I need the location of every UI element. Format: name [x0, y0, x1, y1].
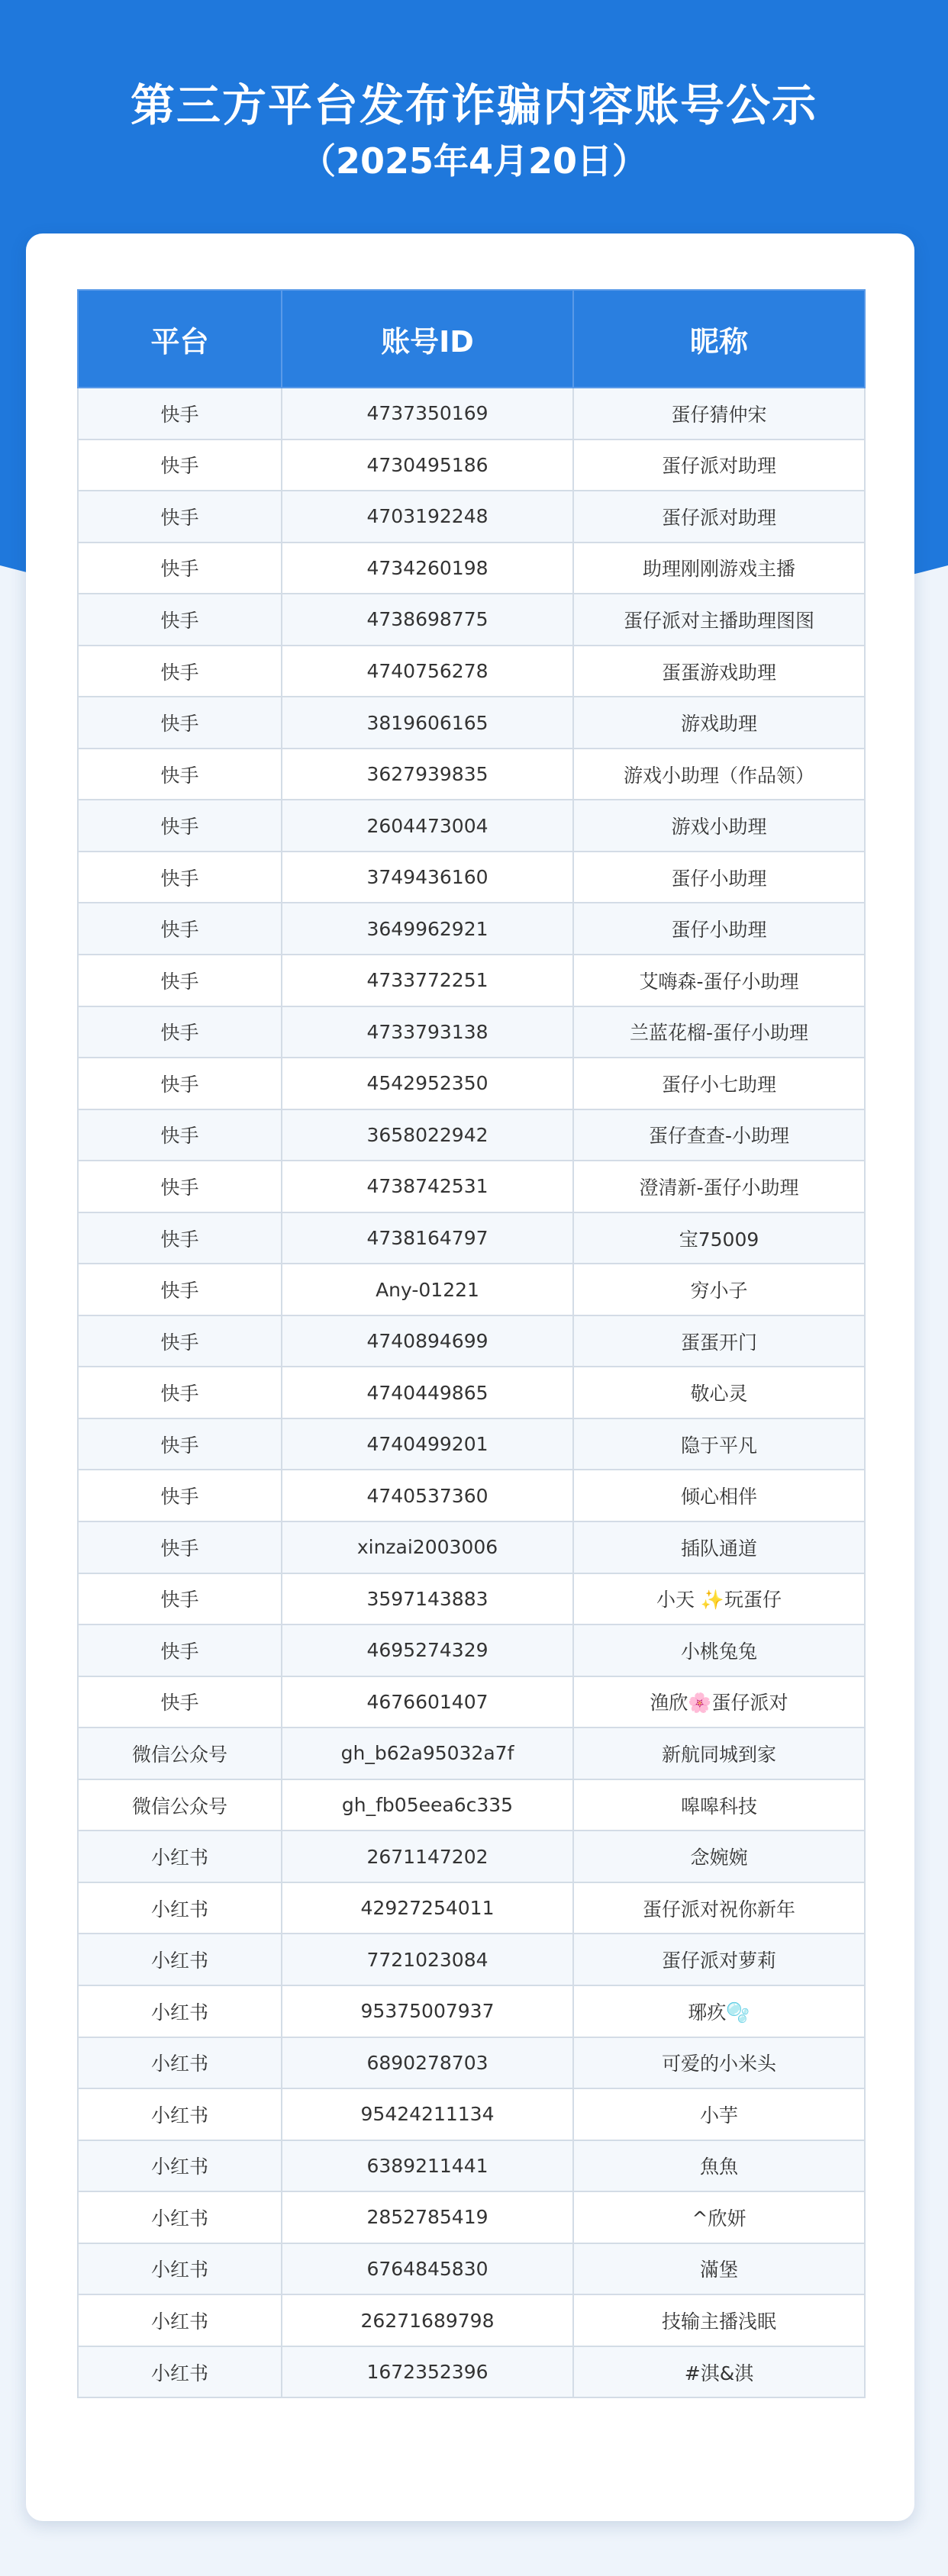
account-id-cell: 4734260198	[282, 543, 573, 594]
platform-cell: 快手	[78, 646, 282, 697]
table-row	[78, 1779, 865, 1831]
table-row	[78, 697, 865, 749]
page-header	[0, 72, 948, 184]
account-id-cell: 3819606165	[282, 697, 573, 749]
account-id-cell: 95424211134	[282, 2088, 573, 2140]
account-id-cell: gh_b62a95032a7f	[282, 1728, 573, 1779]
nickname-cell: 隐于平凡	[573, 1418, 865, 1470]
account-id-cell: 4740537360	[282, 1470, 573, 1521]
table-row	[78, 1264, 865, 1315]
table-row	[78, 1882, 865, 1934]
account-id-cell: 2671147202	[282, 1831, 573, 1882]
nickname-cell: 插队通道	[573, 1521, 865, 1573]
platform-cell: 快手	[78, 1315, 282, 1367]
platform-cell: 快手	[78, 1470, 282, 1521]
account-table	[77, 289, 866, 2398]
column-header-account-id: 账号ID	[282, 290, 573, 388]
platform-cell: 快手	[78, 1058, 282, 1109]
account-id-cell: 6764845830	[282, 2243, 573, 2295]
account-id-cell: 4740499201	[282, 1418, 573, 1470]
platform-cell: 小红书	[78, 2037, 282, 2089]
nickname-cell: 蛋仔派对萝莉	[573, 1934, 865, 1985]
account-id-cell: 26271689798	[282, 2294, 573, 2346]
platform-cell: 快手	[78, 800, 282, 852]
table-row	[78, 2140, 865, 2192]
platform-cell: 快手	[78, 1109, 282, 1161]
account-id-cell: 4740449865	[282, 1367, 573, 1418]
account-id-cell: 4676601407	[282, 1676, 573, 1728]
account-id-cell: 3658022942	[282, 1109, 573, 1161]
account-id-cell: 3649962921	[282, 903, 573, 955]
platform-cell: 微信公众号	[78, 1728, 282, 1779]
platform-cell: 快手	[78, 1212, 282, 1264]
account-id-cell: 4738698775	[282, 594, 573, 646]
account-id-cell: xinzai2003006	[282, 1521, 573, 1573]
nickname-cell: 小桃兔兔	[573, 1624, 865, 1676]
platform-cell: 快手	[78, 749, 282, 800]
platform-cell: 小红书	[78, 2088, 282, 2140]
table-row	[78, 1985, 865, 2037]
table-row	[78, 594, 865, 646]
table-row	[78, 646, 865, 697]
platform-cell: 快手	[78, 1624, 282, 1676]
platform-cell: 小红书	[78, 1882, 282, 1934]
nickname-cell: 琊疚🫧	[573, 1985, 865, 2037]
nickname-cell: 宝75009	[573, 1212, 865, 1264]
column-header-platform: 平台	[78, 290, 282, 388]
nickname-cell: 艾嗨森-蛋仔小助理	[573, 955, 865, 1006]
platform-cell: 快手	[78, 852, 282, 903]
table-row	[78, 1521, 865, 1573]
platform-cell: 小红书	[78, 1831, 282, 1882]
nickname-cell: 蛋蛋游戏助理	[573, 646, 865, 697]
nickname-cell: 游戏小助理（作品领）	[573, 749, 865, 800]
table-row	[78, 955, 865, 1006]
account-id-cell: 3627939835	[282, 749, 573, 800]
platform-cell: 快手	[78, 1573, 282, 1625]
nickname-cell: 蛋仔派对主播助理图图	[573, 594, 865, 646]
nickname-cell: 蛋仔小助理	[573, 852, 865, 903]
nickname-cell: 嗥嗥科技	[573, 1779, 865, 1831]
nickname-cell: 小芋	[573, 2088, 865, 2140]
account-id-cell: 4733793138	[282, 1006, 573, 1058]
table-row	[78, 852, 865, 903]
table-row	[78, 903, 865, 955]
table-row	[78, 1728, 865, 1779]
content-card	[26, 233, 914, 2521]
account-id-cell: 4730495186	[282, 440, 573, 491]
account-id-cell: Any-01221	[282, 1264, 573, 1315]
table-header-row	[78, 290, 865, 388]
account-id-cell: 2852785419	[282, 2191, 573, 2243]
platform-cell: 快手	[78, 1264, 282, 1315]
platform-cell: 微信公众号	[78, 1779, 282, 1831]
table-row	[78, 2294, 865, 2346]
platform-cell: 小红书	[78, 2346, 282, 2398]
account-id-cell: 4737350169	[282, 388, 573, 440]
table-row	[78, 1315, 865, 1367]
page-title: 第三方平台发布诈骗内容账号公示	[130, 79, 817, 131]
table-row	[78, 2088, 865, 2140]
nickname-cell: ^欣妍	[573, 2191, 865, 2243]
nickname-cell: 蛋蛋开门	[573, 1315, 865, 1367]
account-id-cell: 42927254011	[282, 1882, 573, 1934]
table-row	[78, 1367, 865, 1418]
platform-cell: 快手	[78, 1367, 282, 1418]
table-row	[78, 1624, 865, 1676]
account-id-cell: 6890278703	[282, 2037, 573, 2089]
platform-cell: 小红书	[78, 2294, 282, 2346]
table-row	[78, 1676, 865, 1728]
table-row	[78, 2191, 865, 2243]
account-id-cell: 3597143883	[282, 1573, 573, 1625]
table-row	[78, 1418, 865, 1470]
nickname-cell: 穷小子	[573, 1264, 865, 1315]
table-row	[78, 1058, 865, 1109]
nickname-cell: 蛋仔派对助理	[573, 440, 865, 491]
account-id-cell: 4738742531	[282, 1161, 573, 1212]
account-id-cell: 4740894699	[282, 1315, 573, 1367]
table-row	[78, 2346, 865, 2398]
nickname-cell: 倾心相伴	[573, 1470, 865, 1521]
table-row	[78, 1573, 865, 1625]
nickname-cell: 助理刚刚游戏主播	[573, 543, 865, 594]
table-row	[78, 1934, 865, 1985]
table-row	[78, 543, 865, 594]
platform-cell: 快手	[78, 594, 282, 646]
table-row	[78, 491, 865, 543]
platform-cell: 快手	[78, 697, 282, 749]
table-body	[78, 388, 865, 2397]
account-id-cell: 2604473004	[282, 800, 573, 852]
platform-cell: 小红书	[78, 2243, 282, 2295]
nickname-cell: #淇&淇	[573, 2346, 865, 2398]
nickname-cell: 魚魚	[573, 2140, 865, 2192]
nickname-cell: 可爱的小米头	[573, 2037, 865, 2089]
account-id-cell: 4738164797	[282, 1212, 573, 1264]
table-row	[78, 1212, 865, 1264]
account-id-cell: 4695274329	[282, 1624, 573, 1676]
account-id-cell: 3749436160	[282, 852, 573, 903]
account-id-cell: 1672352396	[282, 2346, 573, 2398]
nickname-cell: 技输主播浅眠	[573, 2294, 865, 2346]
account-id-cell: 4542952350	[282, 1058, 573, 1109]
table-row	[78, 1470, 865, 1521]
nickname-cell: 游戏小助理	[573, 800, 865, 852]
table-row	[78, 749, 865, 800]
platform-cell: 小红书	[78, 2140, 282, 2192]
platform-cell: 小红书	[78, 1934, 282, 1985]
nickname-cell: 游戏助理	[573, 697, 865, 749]
account-id-cell: 4733772251	[282, 955, 573, 1006]
table-row	[78, 2243, 865, 2295]
platform-cell: 快手	[78, 388, 282, 440]
table-row	[78, 1831, 865, 1882]
table-row	[78, 440, 865, 491]
nickname-cell: 小天 ✨玩蛋仔	[573, 1573, 865, 1625]
nickname-cell: 兰蓝花榴-蛋仔小助理	[573, 1006, 865, 1058]
account-id-cell: 4703192248	[282, 491, 573, 543]
nickname-cell: 蛋仔小助理	[573, 903, 865, 955]
platform-cell: 快手	[78, 1521, 282, 1573]
table-row	[78, 800, 865, 852]
table-row	[78, 388, 865, 440]
table-row	[78, 1006, 865, 1058]
platform-cell: 快手	[78, 440, 282, 491]
table-row	[78, 2037, 865, 2089]
nickname-cell: 渔欣🌸蛋仔派对	[573, 1676, 865, 1728]
account-id-cell: 6389211441	[282, 2140, 573, 2192]
nickname-cell: 滿堡	[573, 2243, 865, 2295]
platform-cell: 快手	[78, 1676, 282, 1728]
account-id-cell: 95375007937	[282, 1985, 573, 2037]
platform-cell: 小红书	[78, 2191, 282, 2243]
nickname-cell: 念婉婉	[573, 1831, 865, 1882]
nickname-cell: 澄清新-蛋仔小助理	[573, 1161, 865, 1212]
account-id-cell: gh_fb05eea6c335	[282, 1779, 573, 1831]
platform-cell: 快手	[78, 491, 282, 543]
nickname-cell: 蛋仔派对助理	[573, 491, 865, 543]
platform-cell: 快手	[78, 955, 282, 1006]
platform-cell: 快手	[78, 1418, 282, 1470]
platform-cell: 快手	[78, 903, 282, 955]
nickname-cell: 新航同城到家	[573, 1728, 865, 1779]
publish-date: （2025年4月20日）	[300, 140, 648, 182]
nickname-cell: 蛋仔猜仲宋	[573, 388, 865, 440]
account-id-cell: 4740756278	[282, 646, 573, 697]
platform-cell: 快手	[78, 1161, 282, 1212]
nickname-cell: 蛋仔小七助理	[573, 1058, 865, 1109]
nickname-cell: 蛋仔派对祝你新年	[573, 1882, 865, 1934]
column-header-nickname: 昵称	[573, 290, 865, 388]
nickname-cell: 蛋仔查查-小助理	[573, 1109, 865, 1161]
platform-cell: 快手	[78, 1006, 282, 1058]
table-row	[78, 1161, 865, 1212]
platform-cell: 小红书	[78, 1985, 282, 2037]
table-row	[78, 1109, 865, 1161]
account-id-cell: 7721023084	[282, 1934, 573, 1985]
platform-cell: 快手	[78, 543, 282, 594]
nickname-cell: 敬心灵	[573, 1367, 865, 1418]
